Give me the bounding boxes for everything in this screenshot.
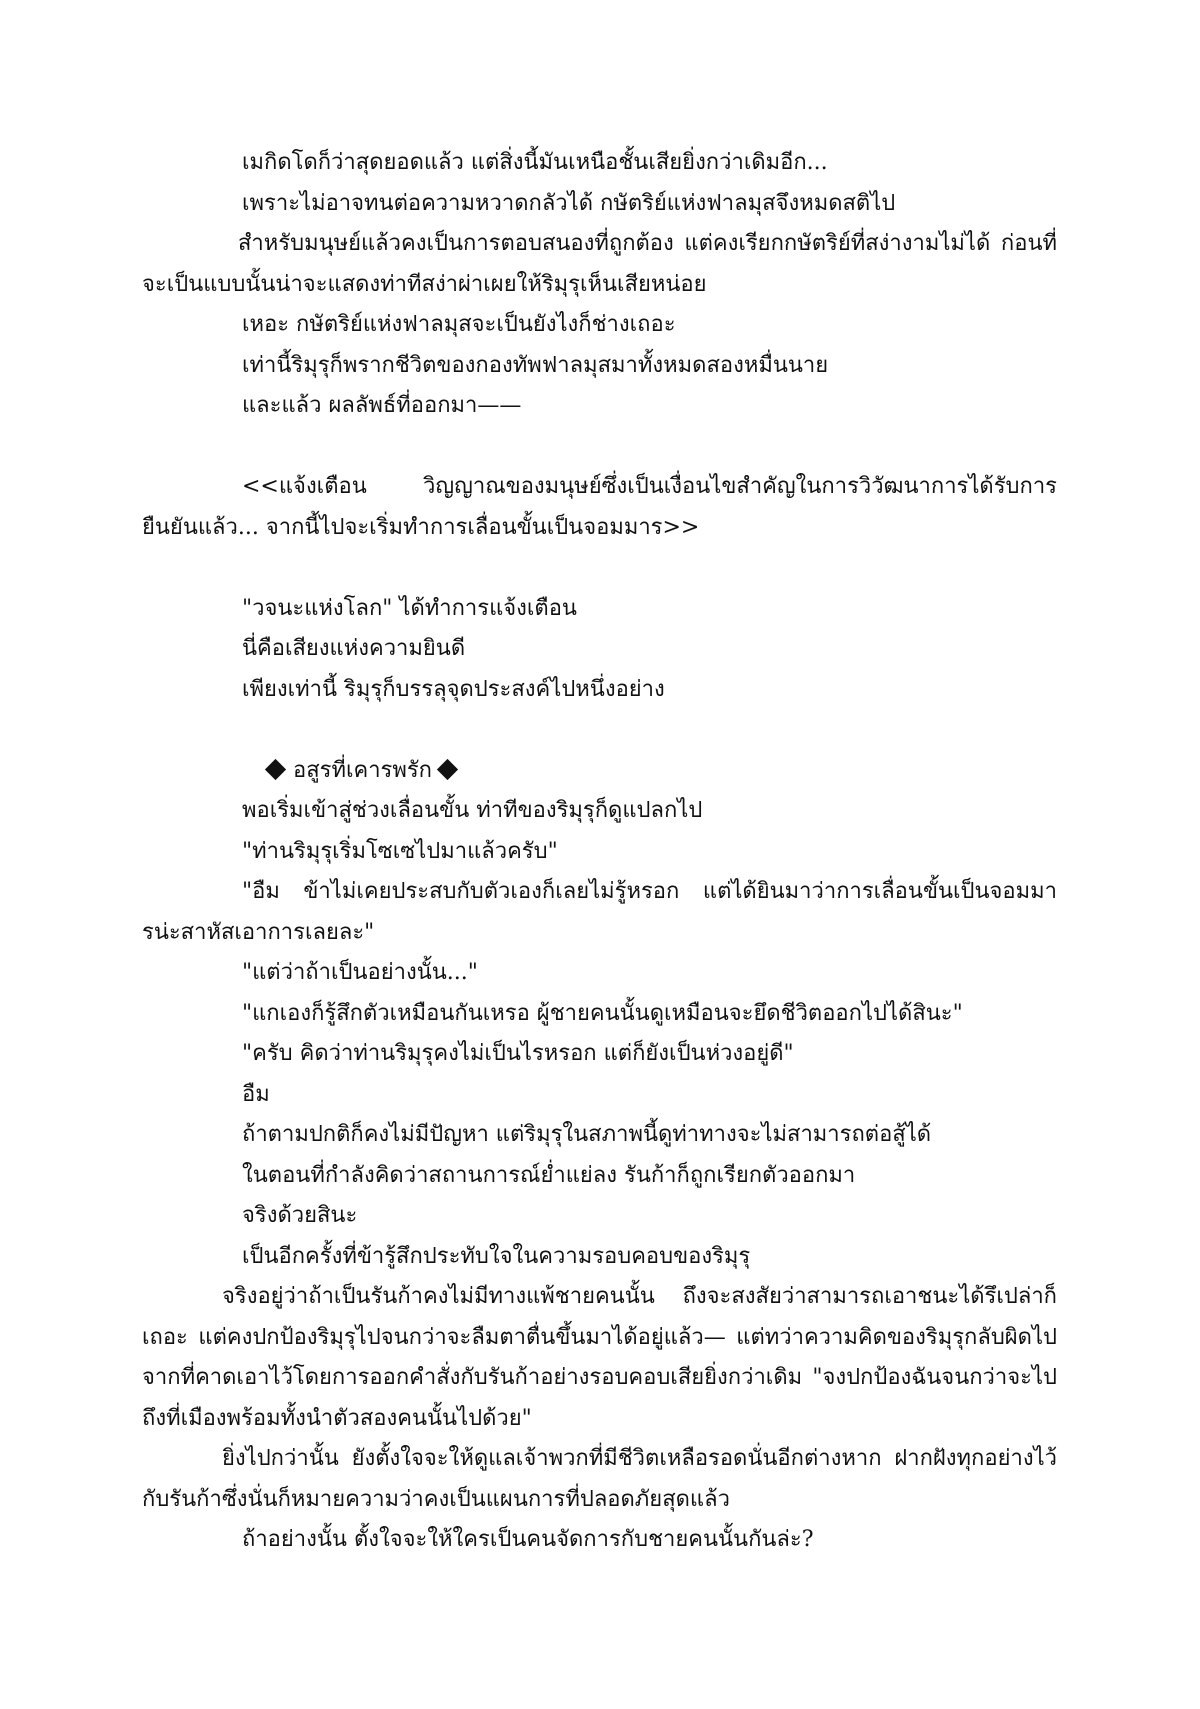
diamond-icon: [437, 758, 458, 779]
paragraph: "วจนะแห่งโลก" ได้ทำการแจ้งเตือน: [242, 595, 577, 621]
dialogue-line: "แต่ว่าถ้าเป็นอย่างนั้น...": [242, 960, 478, 985]
paragraph: เหอะ กษัตริย์แห่งฟาลมุสจะเป็นยังไงก็ช่างเถอะ: [242, 312, 676, 337]
blank-line: [142, 427, 1057, 468]
section-heading-text: อสูรที่เคารพรัก: [293, 757, 433, 783]
paragraph: นี่คือเสียงแห่งความยินดี: [242, 636, 466, 661]
dialogue-line: "อืม ข้าไม่เคยประสบกับตัวเองก็เลยไม่รู้หรอก แต่ได้ยินมาว่าการเลื่อนขั้นเป็นจอมมารน่ะสาหัสเอาการเลยละ": [142, 879, 1057, 945]
dialogue-line: "ท่านริมุรุเริ่มโซเซไปมาแล้วครับ": [242, 838, 558, 864]
section-heading: [142, 751, 1057, 792]
paragraph: ถ้าตามปกติก็คงไม่มีปัญหา แต่ริมุรุในสภาพนี้ดูท่าทางจะไม่สามารถต่อสู้ได้: [242, 1122, 932, 1147]
blank-line: [142, 548, 1057, 589]
paragraph: ยิ่งไปกว่านั้น ยังตั้งใจจะให้ดูแลเจ้าพวกที่มีชีวิตเหลือรอดนั่นอีกต่างหาก ฝากฝังทุกอย่างไว้กับรันก้าซึ่งนั่นก็หมายความว่าคงเป็นแผนการที่ปลอดภัยสุดแล้ว: [142, 1446, 1057, 1512]
paragraph: สำหรับมนุษย์แล้วคงเป็นการตอบสนองที่ถูกต้อง แต่คงเรียกกษัตริย์ที่สง่างามไม่ได้ ก่อนที่จะเป็นแบบนั้นน่าจะแสดงท่าทีสง่าผ่าเผยให้ริมุรุเห็นเสียหน่อย: [142, 231, 1057, 297]
paragraph: เป็นอีกครั้งที่ข้ารู้สึกประทับใจในความรอบคอบของริมุรุ: [242, 1243, 751, 1269]
paragraph: จริงด้วยสินะ: [242, 1203, 358, 1228]
document-body: [142, 143, 1057, 1561]
paragraph: เพราะไม่อาจทนต่อความหวาดกลัวได้ กษัตริย์แห่งฟาลมุสจึงหมดสติไป: [242, 190, 896, 216]
paragraph: เพียงเท่านี้ ริมุรุก็บรรลุจุดประสงค์ไปหนึ่งอย่าง: [242, 676, 665, 702]
paragraph: จริงอยู่ว่าถ้าเป็นรันก้าคงไม่มีทางแพ้ชายคนนั้น ถึงจะสงสัยว่าสามารถเอาชนะได้รึเปล่าก็เถอะ แต่คงปกป้องริมุรุไปจนกว่าจะลืมตาตื่นขึ้นมาได้อยู่แล้ว— แต่ทว่าความคิดของริมุรุกลับผิดไปจากที่คาดเอาไว้โดยการออกคำสั่งกับรันก้าอย่างรอบคอบเสียยิ่งกว่าเดิม "จงปกป้องฉันจนกว่าจะไปถึงที่เมืองพร้อมทั้งนำตัวสองคนนั้นไปด้วย": [142, 1284, 1057, 1431]
dialogue-line: "แกเองก็รู้สึกตัวเหมือนกันเหรอ ผู้ชายคนนั้นดูเหมือนจะยึดชีวิตออกไปได้สินะ": [242, 1000, 963, 1026]
diamond-icon: [265, 758, 286, 779]
system-notice: <<แจ้งเตือน วิญญาณของมนุษย์ซึ่งเป็นเงื่อนไขสำคัญในการวิวัฒนาการได้รับการยืนยันแล้ว... จากนี้ไปจะเริ่มทำการเลื่อนขั้นเป็นจอมมาร>>: [142, 474, 1057, 540]
paragraph: และแล้ว ผลลัพธ์ที่ออกมา——: [242, 393, 522, 418]
paragraph: พอเริ่มเข้าสู่ช่วงเลื่อนขั้น ท่าทีของริมุรุก็ดูแปลกไป: [242, 798, 703, 823]
blank-line: [142, 710, 1057, 751]
paragraph: เท่านี้ริมุรุก็พรากชีวิตของกองทัพฟาลมุสมาทั้งหมดสองหมื่นนาย: [242, 352, 829, 378]
paragraph: ถ้าอย่างนั้น ตั้งใจจะให้ใครเป็นคนจัดการกับชายคนนั้นกันล่ะ?: [242, 1527, 814, 1552]
paragraph: ในตอนที่กำลังคิดว่าสถานการณ์ย่ำแย่ลง รันก้าก็ถูกเรียกตัวออกมา: [242, 1162, 856, 1188]
dialogue-line: "ครับ คิดว่าท่านริมุรุคงไม่เป็นไรหรอก แต่ก็ยังเป็นห่วงอยู่ดี": [242, 1041, 794, 1066]
paragraph: เมกิดโดก็ว่าสุดยอดแล้ว แต่สิ่งนี้มันเหนือชั้นเสียยิ่งกว่าเดิมอีก...: [242, 150, 828, 175]
paragraph: อืม: [242, 1081, 270, 1107]
